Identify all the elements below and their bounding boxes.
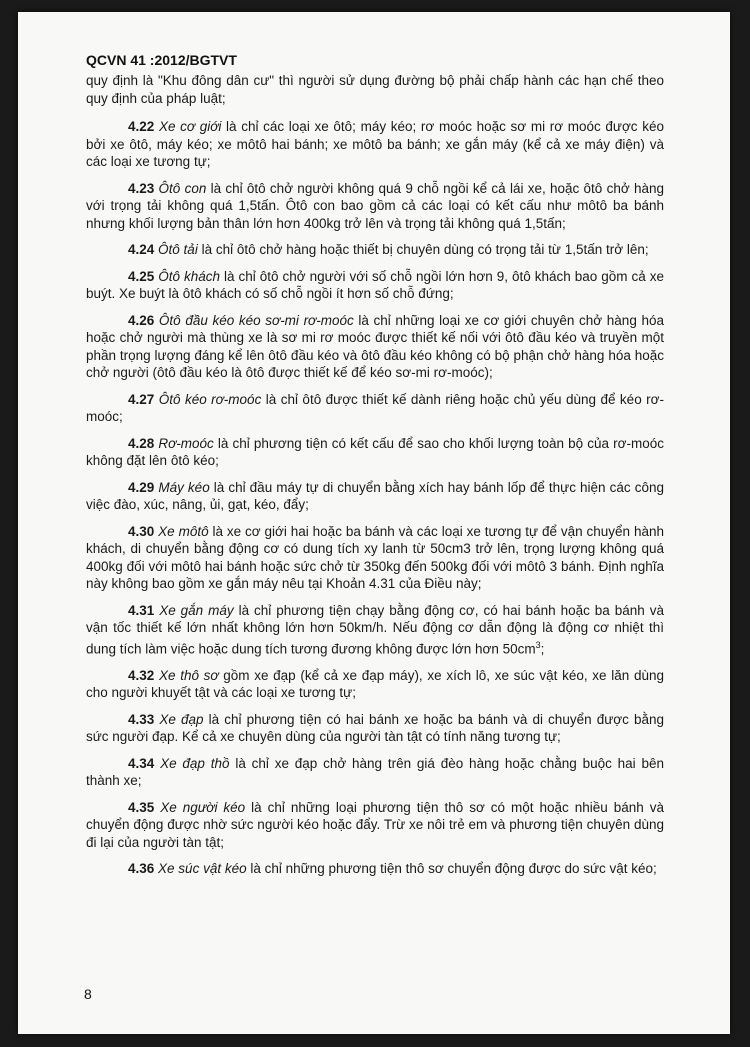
definition-term: Xe cơ giới bbox=[158, 119, 222, 134]
definition-term: Xe đạp bbox=[159, 711, 204, 727]
definition-paragraph bbox=[86, 799, 664, 852]
definition-paragraph bbox=[86, 755, 664, 790]
definition-text: là chỉ ôtô chở hàng hoặc thiết bị chuyên dùng có trọng tải từ 1,5tấn trở lên; bbox=[197, 242, 649, 257]
definition-paragraph bbox=[86, 523, 664, 593]
definition-number: 4.32 bbox=[128, 667, 155, 683]
definition-number: 4.25 bbox=[128, 268, 155, 284]
definition-text: là chỉ xe đạp chở hàng trên giá đèo hàng hoặc chằng buộc hai bên thành xe; bbox=[86, 755, 664, 788]
definitions-list bbox=[86, 118, 664, 878]
definition-number: 4.26 bbox=[128, 312, 155, 328]
definition-text: là chỉ những phương tiện thô sơ chuyển động được do sức vật kéo; bbox=[246, 861, 657, 876]
definition-paragraph bbox=[86, 180, 664, 233]
definition-number: 4.34 bbox=[128, 755, 155, 771]
definition-number: 4.28 bbox=[128, 435, 155, 451]
definition-text: là chỉ các loại xe ôtô; máy kéo; rơ moóc hoặc sơ mi rơ moóc được kéo bởi xe ôtô, máy kéo; xe môtô hai bánh; xe môtô ba bánh; xe gắn máy (kể cả xe máy điện) và các loại xe tương tự; bbox=[86, 119, 664, 169]
definition-text: là chỉ phương tiện có kết cấu để sao cho khối lượng toàn bộ của rơ-moóc không đặt lên ôtô kéo; bbox=[86, 435, 664, 468]
document-code-header: QCVN 41 :2012/BGTVT bbox=[86, 52, 237, 68]
definition-term: Xe thô sơ bbox=[158, 667, 219, 683]
definition-number: 4.22 bbox=[128, 119, 155, 134]
definition-number: 4.23 bbox=[128, 180, 155, 196]
definition-text: là chỉ ôtô được thiết kế dành riêng hoặc chủ yếu dùng để kéo rơ-moóc; bbox=[86, 391, 664, 424]
definition-text: là chỉ những loại phương tiện thô sơ có một hoặc nhiều bánh và chuyển động được nhờ sức người kéo hoặc đẩy. Trừ xe nôi trẻ em và phương tiện chuyên dùng đi lại của người tàn tật; bbox=[86, 799, 664, 850]
page-number: 8 bbox=[84, 986, 92, 1002]
definition-paragraph bbox=[86, 391, 664, 426]
definition-number: 4.31 bbox=[128, 602, 155, 618]
definition-term: Xe gắn máy bbox=[159, 602, 234, 618]
definition-term: Ôtô đầu kéo kéo sơ-mi rơ-moóc bbox=[158, 312, 354, 328]
definition-term: Xe đạp thồ bbox=[160, 755, 230, 771]
definition-term: Ôtô tải bbox=[158, 242, 198, 257]
definition-text: là chỉ đầu máy tự di chuyển bằng xích hay bánh lốp để thực hiện các công việc đào, xúc, nâng, ủi, gạt, kéo, đẩy; bbox=[86, 479, 664, 512]
definition-text: gồm xe đạp (kể cả xe đạp máy), xe xích lô, xe súc vật kéo, xe lăn dùng cho người khuyết tật và các loại xe tương tự; bbox=[86, 667, 664, 700]
definition-number: 4.30 bbox=[128, 523, 155, 539]
definition-text: là xe cơ giới hai hoặc ba bánh và các loại xe tương tự để vận chuyển hành khách, di chuyển bằng động cơ có dung tích xy lanh từ 50cm3 trở lên, trọng lượng không quá 400kg đối với môtô hai bánh hoặc sức chở từ 350kg đến 500kg đối với môtô 3 bánh. Định nghĩa này không bao gồm xe gắn máy nêu tại Khoản 4.31 của Điều này; bbox=[86, 523, 664, 591]
definition-paragraph bbox=[86, 602, 664, 658]
definition-term: Rơ-moóc bbox=[158, 435, 214, 451]
definition-tail: ; bbox=[540, 641, 545, 656]
definition-paragraph bbox=[86, 268, 664, 303]
definition-paragraph bbox=[86, 312, 664, 382]
definition-term: Xe súc vật kéo bbox=[158, 861, 247, 876]
definition-term: Xe môtô bbox=[158, 523, 209, 539]
definition-text: là chỉ ôtô chở người không quá 9 chỗ ngồi kể cả lái xe, hoặc ôtô chở hàng với trọng tải không quá 1,5tấn. Ôtô con bao gồm cả các loại có kết cấu như môtô ba bánh nhưng khối lượng bản thân lớn hơn 400kg trở lên và trọng tải không quá 1,5tấn; bbox=[86, 180, 664, 231]
definition-term: Ôtô con bbox=[158, 180, 207, 196]
superscript: 3 bbox=[535, 639, 541, 650]
definition-text: là chỉ phương tiện chạy bằng động cơ, có hai bánh hoặc ba bánh và vận tốc thiết kế lớn nhất không lớn hơn 50km/h. Nếu động cơ dẫn động là động cơ nhiệt thì dung tích làm việc hoặc dung tích tương đương không được lớn hơn 50cm bbox=[86, 602, 664, 656]
definition-paragraph bbox=[86, 711, 664, 746]
definition-term: Máy kéo bbox=[158, 479, 210, 495]
definition-term: Ôtô kéo rơ-moóc bbox=[158, 391, 262, 407]
definition-paragraph bbox=[86, 241, 664, 259]
definition-paragraph bbox=[86, 667, 664, 702]
definition-number: 4.29 bbox=[128, 479, 155, 495]
document-page bbox=[18, 12, 730, 1034]
definition-text: là chỉ những loại xe cơ giới chuyên chở hàng hóa hoặc chở người mà thùng xe là sơ mi rơ moóc được thiết kế nối với ôtô đầu kéo và truyền một phần trọng lượng đáng kể lên ôtô đầu kéo và ôtô đầu kéo không có bộ phận chở hàng hóa hoặc chở người (ôtô đầu kéo là ôtô được thiết kế để kéo sơ-mi rơ-moóc); bbox=[86, 312, 664, 380]
definition-paragraph bbox=[86, 860, 664, 878]
definition-number: 4.35 bbox=[128, 799, 155, 815]
definition-number: 4.24 bbox=[128, 242, 155, 257]
definition-number: 4.33 bbox=[128, 711, 155, 727]
intro-paragraph: quy định là "Khu đông dân cư" thì người sử dụng đường bộ phải chấp hành các hạn chế theo quy định của pháp luật; bbox=[86, 73, 664, 106]
definition-number: 4.27 bbox=[128, 391, 155, 407]
definition-number: 4.36 bbox=[128, 861, 155, 876]
document-body bbox=[86, 72, 664, 887]
definition-paragraph bbox=[86, 479, 664, 514]
definition-text: là chỉ phương tiện có hai bánh xe hoặc ba bánh và di chuyển được bằng sức người đạp. Kể cả xe chuyên dùng của người tàn tật có tính năng tương tự; bbox=[86, 711, 664, 744]
definition-paragraph bbox=[86, 118, 664, 171]
definition-term: Ôtô khách bbox=[158, 268, 221, 284]
definition-text: là chỉ ôtô chở người với số chỗ ngồi lớn hơn 9, ôtô khách bao gồm cả xe buýt. Xe buýt là ôtô khách có số chỗ ngồi ít hơn số chỗ đứng; bbox=[86, 268, 664, 301]
definition-paragraph bbox=[86, 435, 664, 470]
definition-term: Xe người kéo bbox=[160, 799, 246, 815]
